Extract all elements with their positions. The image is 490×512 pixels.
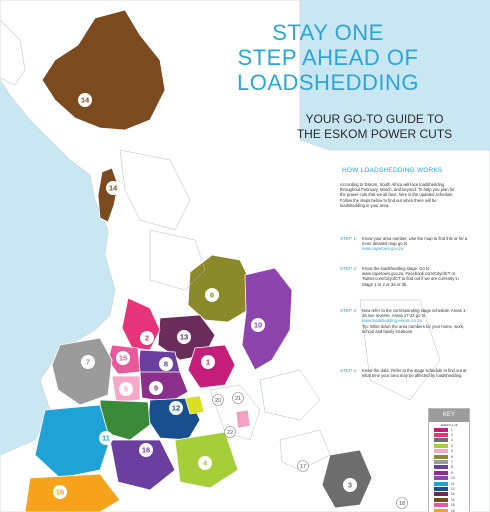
key-number-5: 5 <box>451 449 453 454</box>
area-marker-15 <box>116 351 130 365</box>
subtitle-line-1: YOUR GO-TO GUIDE TO <box>305 112 444 126</box>
key-subtitle: AREAS 1-16 <box>440 423 458 427</box>
eskom-marker-number: 18 <box>398 501 406 507</box>
eskom-marker-number: 21 <box>234 396 242 402</box>
area-marker-11 <box>99 431 113 445</box>
step-4 <box>340 368 468 378</box>
area-marker-number: 14 <box>108 183 118 193</box>
key-number-13: 13 <box>451 492 455 497</box>
key-row-16 <box>434 508 469 512</box>
area-marker-10 <box>251 318 265 332</box>
key-swatch-16 <box>434 509 448 512</box>
area-marker-8 <box>159 357 173 371</box>
key-swatch-9 <box>434 471 448 475</box>
key-title: KEY <box>429 409 469 422</box>
step-2-label: STEP 2: <box>340 266 358 271</box>
key-swatch-11 <box>434 482 448 486</box>
step-3-text: Now refer to the corresponding stage schedule. Areas 1-16 see reverse. Areas 17-22 go to <box>362 308 467 319</box>
area-marker-12 <box>169 401 183 415</box>
area-marker-number: 12 <box>171 403 181 413</box>
key-swatch-12 <box>434 487 448 491</box>
area-marker-number: 5 <box>123 384 129 394</box>
title-line-1: STAY ONE <box>272 20 384 45</box>
area-marker-number: 13 <box>179 332 189 342</box>
key-swatch-10 <box>434 476 448 480</box>
area-marker-number: 15 <box>118 353 128 363</box>
step-3-link[interactable]: www.loadshedding.eskom.co.za <box>362 318 422 324</box>
key-swatch-14 <box>434 498 448 502</box>
eskom-area-marker-22 <box>225 427 236 438</box>
area-patch-pink <box>236 410 250 428</box>
area-marker-number: 4 <box>202 458 208 468</box>
key-swatch-5 <box>434 449 448 453</box>
area-marker-number: 1 <box>205 357 211 367</box>
eskom-marker-number: 17 <box>299 464 307 470</box>
key-number-3: 3 <box>451 438 453 443</box>
area-marker-1 <box>201 355 215 369</box>
eskom-marker-number: 20 <box>214 398 222 404</box>
key-swatch-1 <box>434 428 448 432</box>
key-number-12: 12 <box>451 486 455 491</box>
area-marker-9 <box>149 381 163 395</box>
key-number-15: 15 <box>451 503 455 508</box>
area-marker-number: 8 <box>163 359 169 369</box>
step-3 <box>340 308 468 334</box>
area-marker-number: 11 <box>102 433 110 443</box>
eskom-area-marker-17 <box>298 461 309 472</box>
title-line-3: LOADSHEDDING <box>236 70 420 95</box>
area-marker-number: 10 <box>253 320 263 330</box>
area-marker-6 <box>205 288 219 302</box>
step-1-link[interactable]: www.capetown.gov.za <box>362 246 404 252</box>
area-marker-3 <box>343 478 357 492</box>
area-marker-14 <box>78 93 92 107</box>
key-swatch-13 <box>434 492 448 496</box>
area-marker-16 <box>53 485 67 499</box>
eskom-marker-number: 22 <box>226 430 234 436</box>
step-4-label: STEP 4: <box>340 368 358 373</box>
step-2-text: Know the loadshedding stage. Go to www.capetown.gov.za, Facebook.com/CityofCT or Twitter.com/CityofCT to find out if we are currently in Stage 1 or 2 or 3a or 3b. <box>362 266 459 287</box>
key-swatch-15 <box>434 503 448 507</box>
key-number-14: 14 <box>451 497 455 502</box>
eskom-area-marker-21 <box>233 393 244 404</box>
key-swatch-8 <box>434 465 448 469</box>
area-marker-13 <box>177 330 191 344</box>
area-marker-14 <box>106 181 120 195</box>
key-rows <box>429 427 469 512</box>
eskom-area-marker-20 <box>213 395 224 406</box>
key-number-7: 7 <box>451 460 453 465</box>
step-1-text: Know your area number. Use the map to find this or for a more detailed map go to <box>362 236 468 247</box>
map-key <box>428 408 470 512</box>
step-2 <box>340 266 468 287</box>
key-number-8: 8 <box>451 465 453 470</box>
eskom-area-marker-18 <box>397 498 408 509</box>
area-marker-16 <box>139 443 153 457</box>
key-number-1: 1 <box>451 427 453 432</box>
area-marker-number: 3 <box>347 480 353 490</box>
step-1-label: STEP 1: <box>340 236 358 241</box>
area-marker-5 <box>119 382 133 396</box>
key-number-4: 4 <box>451 443 453 448</box>
key-number-9: 9 <box>451 470 453 475</box>
key-number-11: 11 <box>451 481 455 486</box>
area-marker-number: 16 <box>141 445 151 455</box>
title-line-2: STEP AHEAD OF <box>237 45 419 70</box>
key-swatch-2 <box>434 433 448 437</box>
key-swatch-4 <box>434 444 448 448</box>
key-number-16: 16 <box>451 508 455 512</box>
step-3-label: STEP 3: <box>340 308 358 313</box>
key-number-2: 2 <box>451 433 453 438</box>
area-marker-2 <box>140 331 154 345</box>
intro-text: According to Eskom, South Africa will face loadshedding throughout February, March, and beyond. To help you plan for the power cuts that we all face, here is the updated schedule. Follow the steps below to find out when there will be loadshedding in your area. <box>340 182 455 208</box>
area-marker-number: 7 <box>85 357 91 367</box>
area-marker-number: 16 <box>55 487 65 497</box>
area-marker-number: 14 <box>80 95 90 105</box>
area-marker-number: 9 <box>153 383 159 393</box>
step-3-tip: Tip: Write down the area numbers for your home, work, school and family locations. <box>362 323 465 334</box>
area-marker-number: 6 <box>209 290 215 300</box>
subtitle-line-2: THE ESKOM POWER CUTS <box>296 127 453 141</box>
key-swatch-7 <box>434 460 448 464</box>
main-title <box>208 20 448 95</box>
key-swatch-6 <box>434 455 448 459</box>
how-heading: HOW LOADSHEDDING WORKS <box>342 167 443 174</box>
key-number-10: 10 <box>451 476 455 481</box>
step-4-text: Know the date. Refer to the stage schedule to find out at what time your area may be affected by loadshedding. <box>362 368 467 379</box>
area-marker-number: 2 <box>144 333 150 343</box>
subtitle <box>282 112 467 142</box>
step-1 <box>340 236 468 252</box>
key-number-6: 6 <box>451 454 453 459</box>
area-marker-4 <box>198 456 212 470</box>
key-swatch-3 <box>434 438 448 442</box>
area-marker-7 <box>81 355 95 369</box>
